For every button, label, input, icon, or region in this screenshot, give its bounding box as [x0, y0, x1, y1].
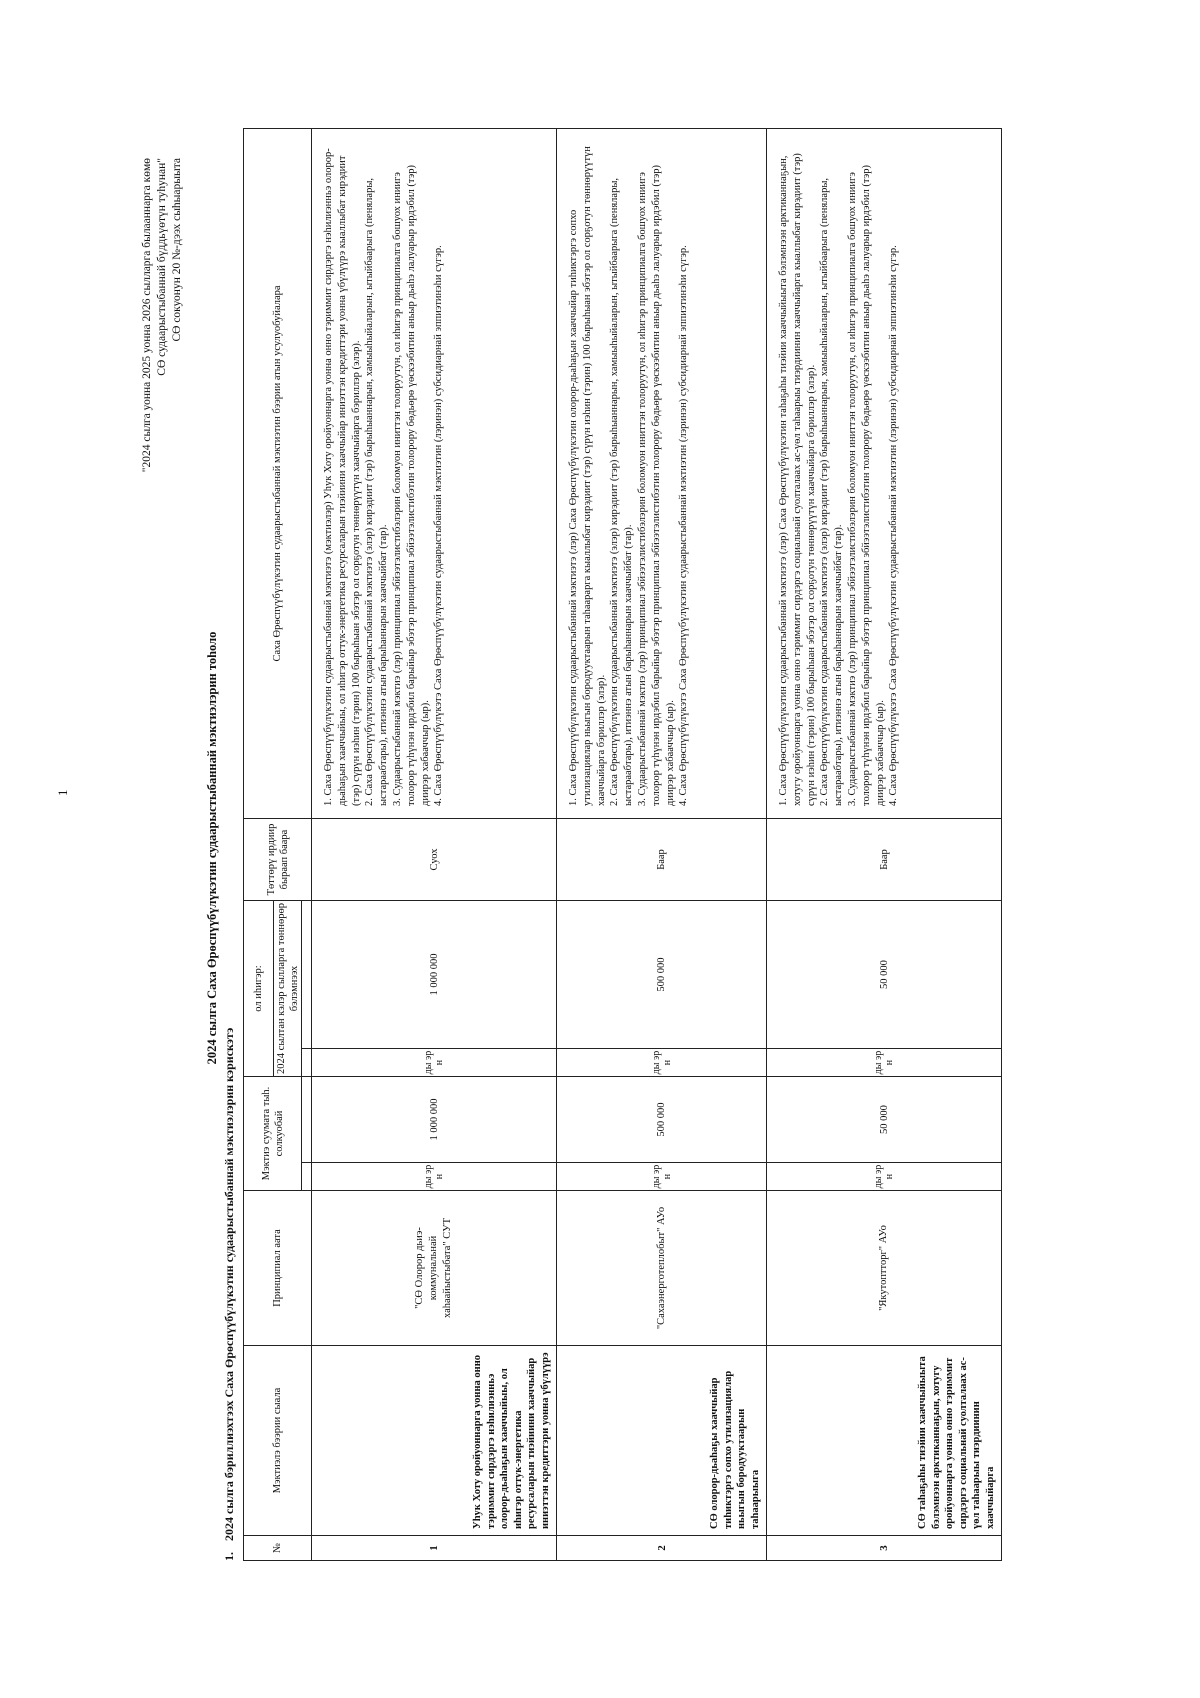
approval-line-2: СӨ судаарыстыбаннай бүддьүөтүн туһунан" [156, 158, 168, 376]
condition-item: 1. Саха Өрөспүүбүлүкэтин судаарыстыбаннай мэктиэтэ (мэктиэлэр) Уһук Хоту оройуоннарга уонна онно тэриммит сирдэргэ нэһилиэнньэ олорор-дьаһаҕын хааччыйыы, ол иһигэр оттук-энергетика ресурсаларын тиэйиини хааччыйар иниэттэн кредиттэри уонна үбүлүүрэ кыаллыбат кирэдиит (тэр) сүрүн иэһин (тэрин) 100 бырыһыан эбэтэр ол сорҕотун төннөрүүтүн хааччыйарга бэриллэр (элэр). [323, 148, 362, 806]
approval-block [140, 158, 185, 678]
header-amount: Мэктиэ суумата тыһ. солкуобай [244, 1077, 302, 1191]
row-principal: "Сахаэнерготеплобыт" АУо [557, 1191, 767, 1346]
row-unit: ды эр н [312, 1049, 557, 1077]
condition-item: 3. Судаарыстыбаннай мэктиэ (лэр) принципиал эбйээтэлистибэлэрин боломуон иниттэн толоруутун, ол иһигэр принципиалга бошуох иниигэ толорор түһүнэн ирдэбил барыйыр эбэтэр принципиал эбйээтэлистибэтин толорору бөдьөрө үөскээбитин аньыр дьаһэ лалуарыр ирдэбил (тэр) диирэр хабааччыр (ыр). [636, 165, 676, 806]
table-row [557, 128, 767, 1560]
row-number: 2 [557, 1536, 767, 1561]
condition-item: 1. Саха Өрөспүүбүлүкэтин судаарыстыбаннай мэктиэтэ (лэр) Саха Өрөспүүбүлүкэтин олорор-дьаһаҕын хааччыйар тиһиктэргэ сопхо утилизациялар ньыгын бородууктаарын таһаарарга кыаллыбат кирэдиит (тэр) сүрүн иэһин (тэрин) 100 бырыһыан эбэтэр ол сорҕотун төннөрүүтүн хааччыйарга бэриллэр (элэр). [568, 146, 607, 806]
guarantees-table [243, 128, 1002, 1561]
condition-item: 2. Саха Өрөспүүбүлүкэтин судаарыстыбаннай мэктиэтэ (элэр) кирэдиит (тэр) бырыһыаннарын, хамыыһыйаларын, ытыйбаарыга (пенялары, ыстараабтары), итиэннэ атын барыһаннарын хааччыйбат (тар). [609, 177, 635, 806]
page-number: 1 [55, 789, 70, 796]
header-num: № [244, 1536, 312, 1561]
row-conditions [767, 128, 1002, 818]
row-principal: "Якутоптторг" АУо [767, 1191, 1002, 1346]
row-number: 3 [767, 1536, 1002, 1561]
header-incl-sub: 2024 сылтан кэлэр сылларга төннөрөр бэлэмнээх [274, 900, 302, 1076]
header-conditions: Саха Өрөспүүбүлүкэтин судаарыстыбаннай мэктиэтин бээрии атын усулуобуйалара [244, 128, 312, 818]
header-blank [302, 1077, 312, 1163]
row-unit: ды эр н [557, 1049, 767, 1077]
row-amount: 1 000 000 [312, 1077, 557, 1163]
section-heading [222, 1028, 237, 1561]
header-incl: ол иһигэр: [244, 900, 274, 1076]
condition-item: 2. Саха Өрөспүүбүлүкэтин судаарыстыбаннай мэктиэтэ (элэр) кирэдиит (тэр) бырыһыаннарын, хамыыһыйаларын, ытыйбаарыга (пенялары, ыстараабтары), итиэннэ атын барыһаннарын хааччыйбат (тар). [364, 177, 390, 806]
row-amount: 50 000 [767, 1077, 1002, 1163]
condition-item: 3. Судаарыстыбаннай мэктиэ (лэр) принципиал эбйээтэлистибэлэрин боломуон иниттэн толоруутун, ол иһигэр принципиалга бошуох иниигэ толорор түһүнэн ирдэбил барыйыр эбэтэр принципиал эбйээтэлистибэтин толорору бөдьөрө үөскээбитин аньыр дьаһэ лалуарыр ирдэбил (тэр) диирэр хабааччыр (ыр). [846, 165, 886, 806]
table-row [767, 128, 1002, 1560]
row-recourse: Суох [312, 818, 557, 900]
row-recourse: Баар [557, 818, 767, 900]
row-amount-incl: 500 000 [557, 900, 767, 1048]
row-amount: 500 000 [557, 1077, 767, 1163]
section-text: 2024 сылга бэриллиэхтээх Саха Өрөспүүбүлүкэтин судаарыстыбаннай мэктиэлэрин кэрискэтэ [222, 1027, 236, 1541]
header-recourse: Төттөрү ирдиир быраап баара [244, 818, 312, 900]
row-unit: ды эр н [767, 1049, 1002, 1077]
document-title: 2024 сылга Саха Өрөспүүбүлүкэтин судаарыстыбаннай мэктиэлэрин тоһоло [205, 631, 219, 1065]
condition-item: 3. Судаарыстыбаннай мэктиэ (лэр) принципиал эбйээтэлистибэлэрин боломуон иниттэн толоруутун, ол иһигэр принципиалга бошуох иниигэ толорор түһүнэн ирдэбил барыйыр эбэтэр принципиал эбйээтэлистибэтин толорору бөдьөрө үөскээбитин аньыр дьаһэ лалуарыр ирдэбил (тэр) диирэр хабааччыр (ыр). [391, 165, 431, 806]
condition-item: 4. Саха Өрөспүүбүлүкэтэ Саха Өрөспүүбүлүкэтин судаарыстыбаннай мэктиэтин (лэринэн) субсидиарнай эппиэтинэһи сүгэр. [678, 245, 690, 806]
row-number: 1 [312, 1536, 557, 1561]
table-row [312, 128, 557, 1560]
row-conditions [312, 128, 557, 818]
row-amount-incl: 1 000 000 [312, 900, 557, 1048]
condition-item: 2. Саха Өрөспүүбүлүкэтин судаарыстыбаннай мэктиэтэ (элэр) кирэдиит (тэр) бырыһыаннарын, хамыыһыйаларын, ытыйбаарыга (пенялары, ыстараабтары), итиэннэ атын барыһаннарын хааччыйбат (тар). [819, 177, 845, 806]
row-recourse: Баар [767, 818, 1002, 900]
header-principal: Принципиал аата [244, 1191, 312, 1346]
row-amount-incl: 50 000 [767, 900, 1002, 1048]
row-unit: ды эр н [557, 1163, 767, 1191]
header-blank [302, 1163, 312, 1191]
condition-item: 1. Саха Өрөспүүбүлүкэтин судаарыстыбаннай мэктиэтэ (лэр) Саха Өрөспүүбүлүкэтин таһаҕаһы тиэйии хааччыйыыта бэлэмнээн арктиканнаҕын, хотугу оройуоннарга уонна онно тэриммит сирдэргэ социальнай суолталаах ас-үөл таһаарыы тиэрдиинин хааччыйарга кыаллыбат кирэдиит (тэр) сүрүн иэһин (тэрин) 100 бырыһыан эбэтэр ол сорҕотун төннөрүүтүн хааччыйарга бэриллэр (элэр). [778, 153, 817, 806]
section-number: 1. [222, 1552, 236, 1561]
approval-line-1: "2024 сылга уонна 2025 уонна 2026 сылларга былааннарга көмө [141, 158, 153, 473]
row-purpose: СӨ олорор-дьаһаҕы хааччыйар тиһиктэргэ сопхо утилизациялар ньыгын бородууктаарын таһаарыыга [557, 1346, 767, 1536]
header-blank [302, 900, 312, 1048]
condition-item: 4. Саха Өрөспүүбүлүкэтэ Саха Өрөспүүбүлүкэтин судаарыстыбаннай мэктиэтин (лэринэн) субсидиарнай эппиэтинэһи сүгэр. [888, 245, 900, 806]
row-unit: ды эр н [312, 1163, 557, 1191]
approval-line-3: СӨ сокуонун 20 №-дээх сыһыарыыта [171, 158, 183, 342]
header-blank [302, 1049, 312, 1077]
row-purpose: СӨ таһаҕаһы тиэйии хааччыйыыта бэлэмнээн арктиканнаҕын, хотугу оройуоннарга уонна онно тэриммит сирдэргэ социальнай суолталаах ас-үөл таһаарыы тиэрдиинин хааччыйарга [767, 1346, 1002, 1536]
row-unit: ды эр н [767, 1163, 1002, 1191]
header-purpose: Мэктиэлэ бээрии сыала [244, 1346, 312, 1536]
condition-item: 4. Саха Өрөспүүбүлүкэтэ Саха Өрөспүүбүлүкэтин судаарыстыбаннай мэктиэтин (лэринэн) субсидиарнай эппиэтинэһи сүгэр. [433, 245, 445, 806]
row-purpose: Уһук Хоту оройуоннарга уонна онно тэриммит сирдэргэ нэһилиэнньэ олорор-дьаһаҕын хааччыйыы, ол иһигэр оттук-энергетика ресурсаларын тиэйиини хааччыйар иниэттэн кредиттэри уонна үбүлүүрэ [312, 1346, 557, 1536]
row-conditions [557, 128, 767, 818]
row-principal: "СӨ Олорор дьиэ-коммунальнай хаһаайыстыбата" СУТ [312, 1191, 557, 1346]
